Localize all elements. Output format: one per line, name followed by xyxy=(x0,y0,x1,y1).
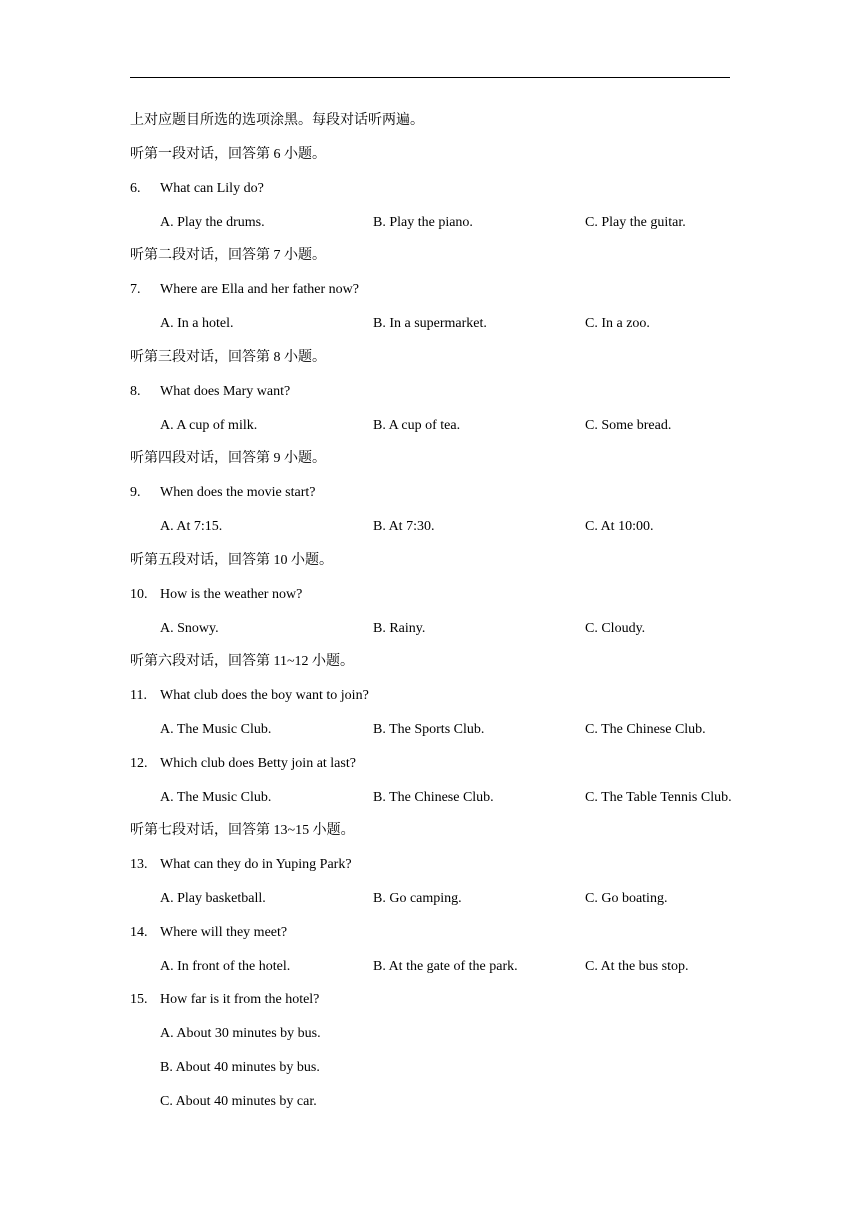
option-a: A. Play basketball. xyxy=(160,891,266,906)
question-text: What can Lily do? xyxy=(160,181,264,196)
question-text: What does Mary want? xyxy=(160,384,291,399)
option-b: B. Play the piano. xyxy=(373,215,473,230)
header-rule xyxy=(130,77,730,78)
option-a: A. In a hotel. xyxy=(160,316,234,331)
option-b: B. About 40 minutes by bus. xyxy=(160,1060,320,1075)
instructions: 上对应题目所选的选项涂黑。每段对话听两遍。 xyxy=(130,113,424,128)
option-a: A. A cup of milk. xyxy=(160,418,258,433)
section-heading: 听第五段对话，回答第 10 小题。 xyxy=(130,553,333,568)
option-c: C. Go boating. xyxy=(585,891,668,906)
section-heading: 听第一段对话，回答第 6 小题。 xyxy=(130,147,326,162)
option-a: A. The Music Club. xyxy=(160,722,272,737)
question-number: 7. xyxy=(130,282,141,297)
question-number: 15. xyxy=(130,992,148,1007)
section-heading: 听第六段对话，回答第 11~12 小题。 xyxy=(130,654,355,669)
option-a: A. At 7:15. xyxy=(160,519,223,534)
option-c: C. Cloudy. xyxy=(585,621,646,636)
option-c: C. The Table Tennis Club. xyxy=(585,790,732,805)
option-c: C. Play the guitar. xyxy=(585,215,686,230)
option-b: B. At the gate of the park. xyxy=(373,959,518,974)
option-b: B. The Sports Club. xyxy=(373,722,485,737)
option-b: B. Go camping. xyxy=(373,891,462,906)
option-a: A. The Music Club. xyxy=(160,790,272,805)
question-text: Where will they meet? xyxy=(160,925,288,940)
question-number: 9. xyxy=(130,485,141,500)
option-c: C. In a zoo. xyxy=(585,316,650,331)
option-c: C. Some bread. xyxy=(585,418,672,433)
option-a: A. Play the drums. xyxy=(160,215,265,230)
option-b: B. In a supermarket. xyxy=(373,316,487,331)
option-a: A. In front of the hotel. xyxy=(160,959,291,974)
question-number: 10. xyxy=(130,587,148,602)
question-text: How is the weather now? xyxy=(160,587,303,602)
option-a: A. Snowy. xyxy=(160,621,219,636)
question-text: Where are Ella and her father now? xyxy=(160,282,359,297)
question-number: 8. xyxy=(130,384,141,399)
question-text: What club does the boy want to join? xyxy=(160,688,369,703)
option-b: B. At 7:30. xyxy=(373,519,435,534)
section-heading: 听第七段对话，回答第 13~15 小题。 xyxy=(130,823,355,838)
question-number: 13. xyxy=(130,857,148,872)
option-c: C. At the bus stop. xyxy=(585,959,689,974)
option-b: B. Rainy. xyxy=(373,621,426,636)
option-a: A. About 30 minutes by bus. xyxy=(160,1026,321,1041)
option-b: B. The Chinese Club. xyxy=(373,790,494,805)
question-text: What can they do in Yuping Park? xyxy=(160,857,352,872)
option-b: B. A cup of tea. xyxy=(373,418,461,433)
question-text: When does the movie start? xyxy=(160,485,316,500)
option-c: C. About 40 minutes by car. xyxy=(160,1094,317,1109)
question-number: 11. xyxy=(130,688,147,703)
section-heading: 听第三段对话，回答第 8 小题。 xyxy=(130,350,326,365)
question-number: 12. xyxy=(130,756,148,771)
question-text: Which club does Betty join at last? xyxy=(160,756,356,771)
option-c: C. The Chinese Club. xyxy=(585,722,706,737)
question-number: 14. xyxy=(130,925,148,940)
section-heading: 听第二段对话，回答第 7 小题。 xyxy=(130,248,326,263)
option-c: C. At 10:00. xyxy=(585,519,654,534)
question-number: 6. xyxy=(130,181,141,196)
section-heading: 听第四段对话，回答第 9 小题。 xyxy=(130,451,326,466)
question-text: How far is it from the hotel? xyxy=(160,992,320,1007)
